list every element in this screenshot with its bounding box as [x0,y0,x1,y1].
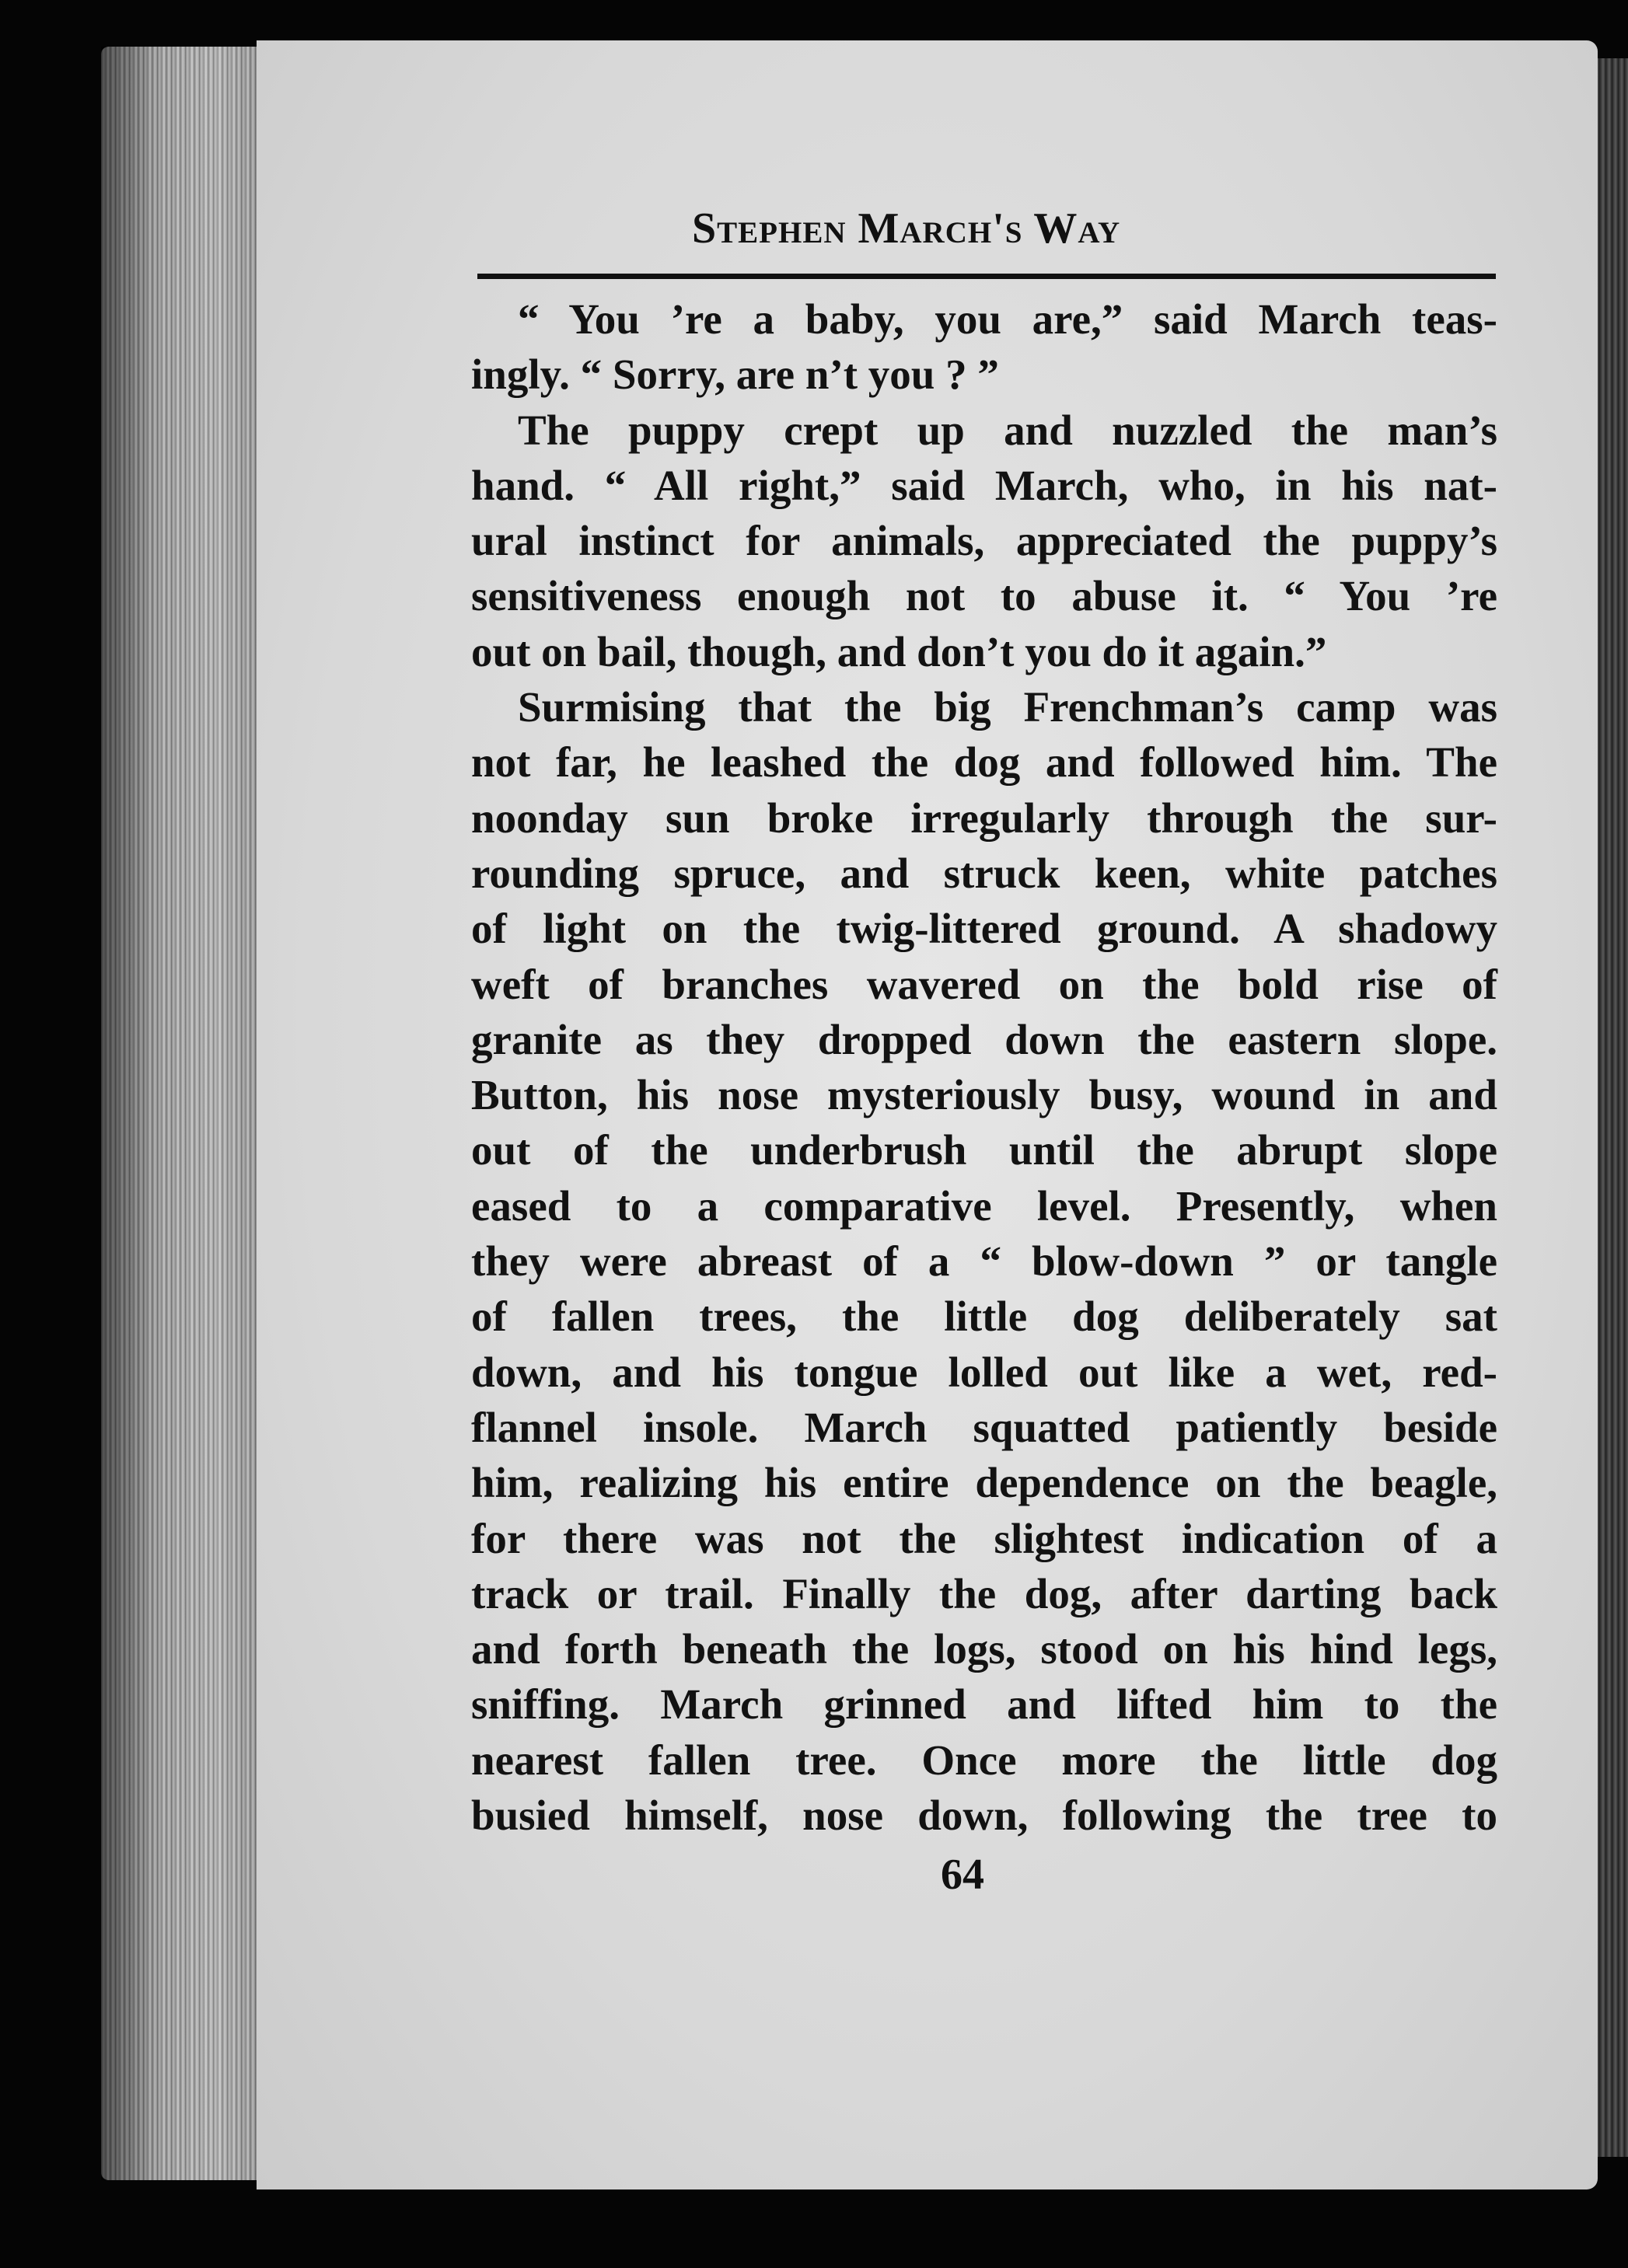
text-line: him, realizing his entire dependence on the beagle, [471,1459,1497,1507]
text-line: Surmising that the big Frenchman’s camp was [518,683,1497,731]
text-line: out of the underbrush until the abrupt slope [471,1126,1497,1174]
text-line: weft of branches wavered on the bold rise of [471,960,1497,1008]
text-line: “ You ’re a baby, you are,” said March teas- [518,295,1497,343]
text-line: down, and his tongue lolled out like a wet, red- [471,1348,1497,1396]
text-line: sniffing. March grinned and lifted him to the [471,1680,1497,1729]
text-line: flannel insole. March squatted patiently beside [471,1403,1497,1451]
page-number: 64 [941,1851,984,1899]
text-line: Button, his nose mysteriously busy, wound in and [471,1071,1497,1119]
text-line: of fallen trees, the little dog deliberately sat [471,1293,1497,1341]
text-line: ingly. “ Sorry, are n’t you ? ” [471,351,999,399]
text-line: of light on the twig-littered ground. A shadowy [471,905,1497,953]
text-line: for there was not the slightest indication of a [471,1514,1497,1562]
text-line: eased to a comparative level. Presently, when [471,1181,1497,1230]
text-line: out on bail, though, and don’t you do it again.” [471,627,1327,675]
text-line: and forth beneath the logs, stood on his hind legs, [471,1625,1497,1673]
running-header: Stephen March's Way [692,204,1121,253]
book-cover-edge [1594,58,1628,2157]
text-line: The puppy crept up and nuzzled the man’s [518,406,1497,454]
body-text [471,291,1497,1843]
text-line: rounding spruce, and struck keen, white patches [471,849,1497,897]
header-rule [477,274,1496,279]
text-line: they were abreast of a “ blow-down ” or tangle [471,1237,1497,1286]
text-line: not far, he leashed the dog and followed him. The [471,738,1497,787]
text-line: hand. “ All right,” said March, who, in his nat- [471,461,1497,509]
text-line: ural instinct for animals, appreciated the puppy’s [471,517,1497,565]
text-line: granite as they dropped down the eastern slope. [471,1015,1497,1063]
page-edges [101,47,264,2180]
text-line: track or trail. Finally the dog, after darting back [471,1569,1497,1617]
text-line: busied himself, nose down, following the tree to [471,1792,1497,1840]
text-line: sensitiveness enough not to abuse it. “ You ’re [471,572,1497,620]
text-line: nearest fallen tree. Once more the little dog [471,1736,1497,1784]
text-line: noonday sun broke irregularly through the sur- [471,794,1497,842]
